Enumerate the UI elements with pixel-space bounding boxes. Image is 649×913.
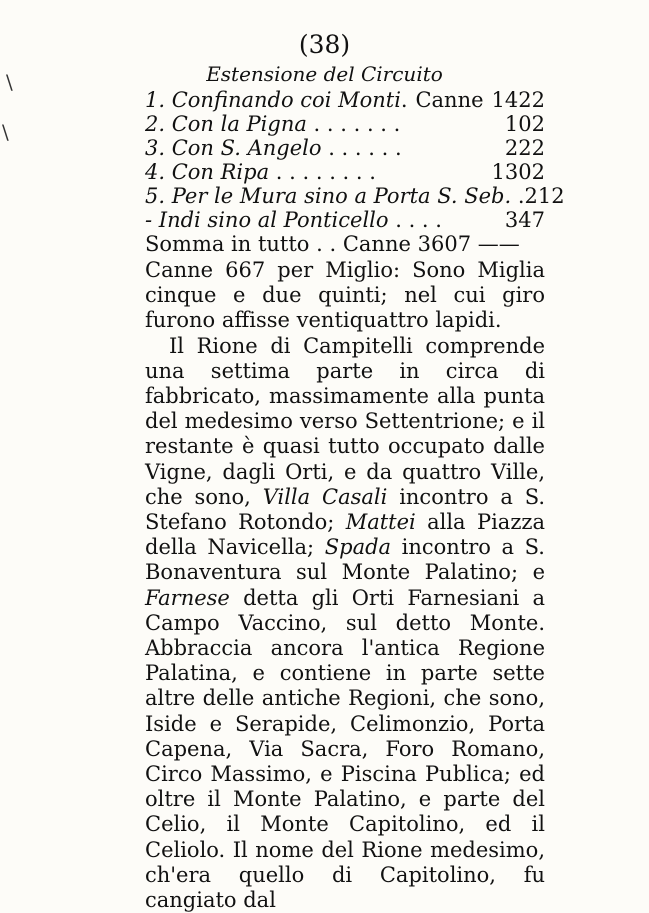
row-label: 4. Con Ripa (145, 160, 270, 184)
table-row: 2. Con la Pigna . . . . . . . 102 (145, 112, 545, 136)
row-value: 1302 (491, 160, 545, 184)
table-row: 1. Confinando coi Monti . Canne 1422 (145, 88, 545, 112)
villa-name: Farnese (145, 585, 230, 610)
total-label: Somma in tutto (145, 232, 310, 256)
table-row: - Indi sino al Ponticello . . . . 347 (145, 208, 545, 232)
table-row: 3. Con S. Angelo . . . . . . 222 (145, 136, 545, 160)
row-unit: Canne (415, 88, 484, 112)
total-row: Somma in tutto . . Canne 3607 —— (145, 232, 520, 256)
total-value: 3607 (417, 232, 472, 256)
villa-name: Spada (324, 535, 392, 560)
row-label: 3. Con S. Angelo (145, 136, 322, 160)
table-row: 4. Con Ripa . . . . . . . . 1302 (145, 160, 545, 184)
body-text (145, 258, 545, 913)
page-number: (38) (298, 30, 351, 59)
section-heading: Estensione del Circuito (206, 62, 443, 86)
row-label: 2. Con la Pigna (145, 112, 307, 136)
circuit-table (145, 88, 565, 232)
row-value: 212 (524, 184, 565, 208)
paragraph: Canne 667 per Miglio: Sono Miglia cinque e due quinti; nel cui giro furono affisse ventiquattro lapidi. (145, 258, 545, 333)
villa-name: Villa Casali (262, 484, 388, 509)
row-value: 1422 (491, 88, 545, 112)
row-value: 102 (504, 112, 545, 136)
row-label: 5. Per le Mura sino a Porta S. Seb. (145, 184, 512, 208)
margin-mark: \ (6, 70, 13, 94)
row-label: - Indi sino al Ponticello (145, 208, 389, 232)
paragraph: Il Rione di Campitelli comprende una settima parte in circa di fabbricato, massimamente alla punta del medesimo verso Settentrione; e il restante è quasi tutto occupato dalle Vigne, dagli Orti, e da quattro Ville, che sono, Villa Casali incontro a S. Stefano Rotondo; Mattei alla Piazza della Navicella; Spada incontro a S. Bonaventura sul Monte Palatino; e Farnese detta gli Orti Farnesiani a Campo Vaccino, sul detto Monte. Abbraccia ancora l'antica Regione Palatina, e contiene in parte sette altre delle antiche Regioni, che sono, Iside e Serapide, Celimonzio, Porta Capena, Via Sacra, Foro Romano, Circo Massimo, e Piscina Publica; ed oltre il Monte Palatino, e parte del Celio, il Monte Capitolino, ed il Celiolo. Il nome del Rione medesimo, ch'era quello di Capitolino, fu cangiato dal (145, 333, 546, 913)
row-label: 1. Confinando coi Monti (145, 88, 401, 112)
villa-name: Mattei (345, 510, 416, 535)
row-value: 222 (504, 136, 545, 160)
row-value: 347 (504, 208, 545, 232)
total-unit: Canne (342, 232, 411, 256)
table-row: 5. Per le Mura sino a Porta S. Seb. . 212 (145, 184, 565, 208)
margin-mark: \ (2, 120, 9, 144)
